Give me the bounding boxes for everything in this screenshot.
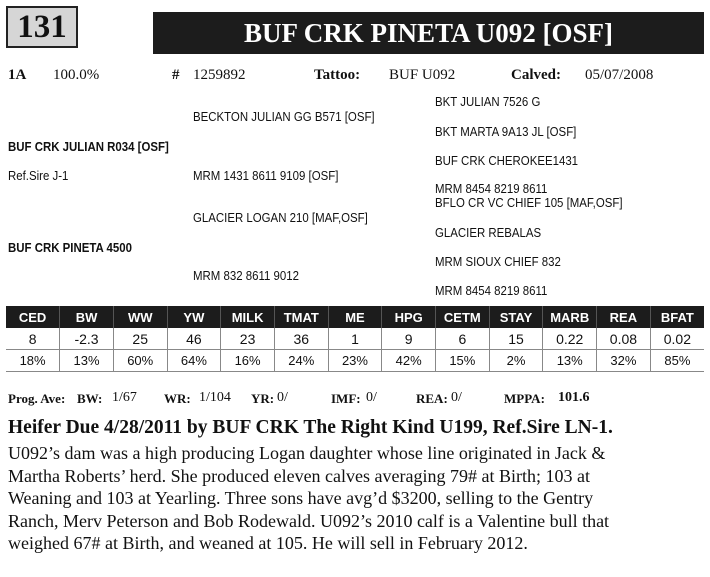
epd-percentile-cell: 18% [6,350,60,372]
epd-header-cell: STAY [489,306,543,328]
epd-values-row [6,328,704,350]
epd-table [6,306,704,372]
pedigree-dam: BUF CRK PINETA 4500 [8,240,132,255]
epd-header-cell: YW [167,306,221,328]
progeny-imf-value: 0/ [366,390,377,405]
epd-percentile-cell: 23% [328,350,382,372]
progeny-mppa-value: 101.6 [558,390,590,405]
pedigree-sss: BKT JULIAN 7526 G [435,94,541,109]
calved-date: 05/07/2008 [585,67,654,83]
description-headline: Heifer Due 4/28/2011 by BUF CRK The Right Kind U199, Ref.Sire LN-1. [8,417,613,438]
pedigree-dss: BFLO CR VC CHIEF 105 [MAF,OSF] [435,195,623,210]
tattoo-value: BUF U092 [389,67,456,83]
epd-header-cell: WW [113,306,167,328]
epd-value-cell: 0.22 [543,328,597,350]
pedigree-sd: MRM 1431 8611 9109 [OSF] [193,168,339,183]
epd-value-cell: 0.08 [597,328,651,350]
epd-percentile-cell: 15% [436,350,490,372]
epd-percentile-row [6,350,704,372]
epd-percentile-cell: 24% [274,350,328,372]
pedigree-ds: GLACIER LOGAN 210 [MAF,OSF] [193,210,368,225]
epd-value-cell: 6 [436,328,490,350]
epd-percentile-cell: 13% [60,350,114,372]
progeny-rea-label: REA: [416,391,448,406]
pedigree-ss: BECKTON JULIAN GG B571 [OSF] [193,109,375,124]
progeny-imf-label: IMF: [331,391,361,406]
description-line: Martha Roberts’ herd. She produced eleven calves averaging 79# at Birth; 103 at [8,465,590,486]
pedigree-ref-sire: Ref.Sire J-1 [8,168,69,183]
description-line: Weaning and 103 at Yearling. Three sons have avg’d $3200, selling to the Gentry [8,488,594,509]
epd-percentile-cell: 85% [650,350,704,372]
animal-name-title: BUF CRK PINETA U092 [OSF] [153,12,704,54]
epd-percentile-cell: 42% [382,350,436,372]
epd-value-cell: 8 [6,328,60,350]
epd-percentile-cell: 60% [113,350,167,372]
pedigree-sdd: MRM 8454 8219 8611 [435,181,548,196]
description-line: weighed 67# at Birth, and weaned at 105. He will sell in February 2012. [8,533,528,554]
epd-value-cell: -2.3 [60,328,114,350]
pedigree-sire: BUF CRK JULIAN R034 [OSF] [8,139,169,154]
epd-header-cell: HPG [382,306,436,328]
epd-header-cell: BW [60,306,114,328]
epd-value-cell: 9 [382,328,436,350]
description-line: U092’s dam was a high producing Logan daughter whose line originated in Jack & [8,443,606,463]
epd-percentile-cell: 16% [221,350,275,372]
epd-header-cell: MILK [221,306,275,328]
progeny-mppa-label: MPPA: [504,391,545,406]
epd-percentile-cell: 13% [543,350,597,372]
epd-value-cell: 46 [167,328,221,350]
epd-header-cell: TMAT [274,306,328,328]
progeny-bw-value: 1/67 [112,390,137,405]
pedigree-ssd: BKT MARTA 9A13 JL [OSF] [435,124,577,139]
progeny-yr-label: YR: [251,391,275,406]
description-line: Ranch, Merv Peterson and Bob Rodewald. U092’s 2010 calf is a Valentine bull that [8,510,610,531]
pedigree-dds: MRM SIOUX CHIEF 832 [435,254,561,269]
pedigree-dsd: GLACIER REBALAS [435,225,542,240]
description-body [8,442,704,555]
epd-header-cell: MARB [543,306,597,328]
epd-value-cell: 15 [489,328,543,350]
progeny-wr-value: 1/104 [199,390,231,405]
epd-percentile-cell: 64% [167,350,221,372]
epd-header-row [6,306,704,328]
breed-code: 1A [8,67,27,83]
progeny-average-label: Prog. Ave: [8,391,66,406]
breed-percent: 100.0% [53,67,100,83]
epd-percentile-cell: 32% [597,350,651,372]
tattoo-label: Tattoo: [314,67,361,83]
calved-label: Calved: [511,67,561,83]
epd-header-cell: CED [6,306,60,328]
progeny-rea-value: 0/ [451,390,462,405]
registration-label: # [172,67,180,83]
epd-value-cell: 36 [274,328,328,350]
epd-value-cell: 1 [328,328,382,350]
progeny-yr-value: 0/ [277,390,288,405]
pedigree-ddd: MRM 8454 8219 8611 [435,283,548,298]
lot-number: 131 [17,9,67,45]
epd-header-cell: CETM [436,306,490,328]
epd-value-cell: 0.02 [650,328,704,350]
epd-value-cell: 23 [221,328,275,350]
registration-number: 1259892 [193,67,246,83]
epd-header-cell: ME [328,306,382,328]
pedigree-dd: MRM 832 8611 9012 [193,268,299,283]
progeny-wr-label: WR: [164,391,191,406]
epd-percentile-cell: 2% [489,350,543,372]
epd-value-cell: 25 [113,328,167,350]
pedigree-sds: BUF CRK CHEROKEE1431 [435,153,579,168]
epd-header-cell: BFAT [650,306,704,328]
epd-header-cell: REA [597,306,651,328]
progeny-bw-label: BW: [77,391,103,406]
